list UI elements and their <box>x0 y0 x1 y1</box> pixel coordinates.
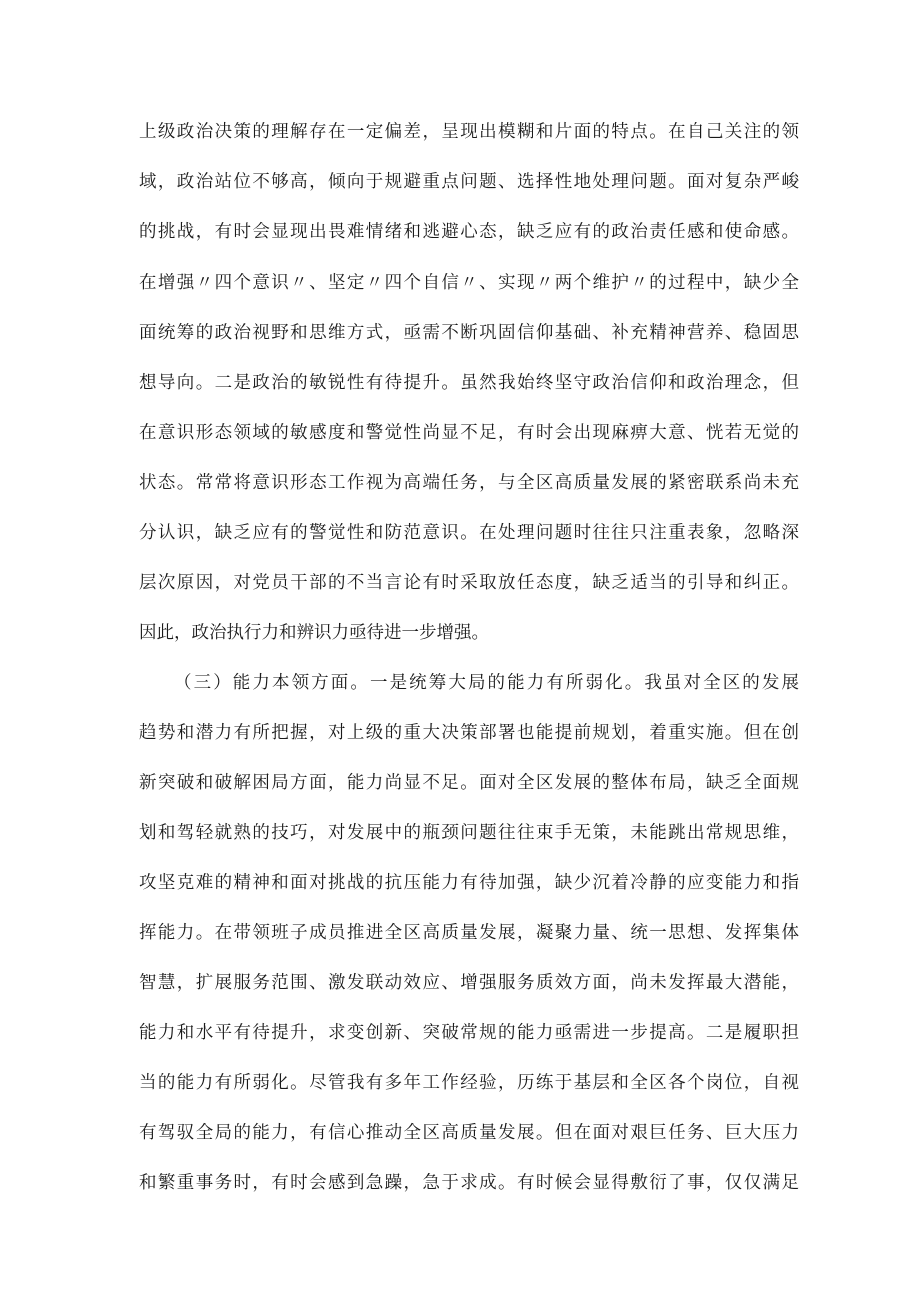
text-line: 状态。常常将意识形态工作视为高端任务，与全区高质量发展的紧密联系尚未充 <box>139 473 799 493</box>
text-line: 层次原因，对党员干部的不当言论有时采取放任态度，缺乏适当的引导和纠正。 <box>139 573 799 593</box>
text-line: 的挑战，有时会显现出畏难情绪和逃避心态，缺乏应有的政治责任感和使命感。 <box>139 222 799 242</box>
text-line: 攻坚克难的精神和面对挑战的抗压能力有待加强，缺少沉着冷静的应变能力和指 <box>139 873 799 893</box>
text-line: 趋势和潜力有所把握，对上级的重大决策部署也能提前规划，着重实施。但在创 <box>139 723 799 743</box>
text-line: 因此，政治执行力和辨识力亟待进一步增强。 <box>139 623 489 643</box>
text-line: 上级政治决策的理解存在一定偏差，呈现出模糊和片面的特点。在自己关注的领 <box>139 122 799 142</box>
text-line: 想导向。二是政治的敏锐性有待提升。虽然我始终坚守政治信仰和政治理念，但 <box>139 373 799 393</box>
text-line: 能力和水平有待提升，求变创新、突破常规的能力亟需进一步提高。二是履职担 <box>139 1023 799 1043</box>
text-line: 域，政治站位不够高，倾向于规避重点问题、选择性地处理问题。面对复杂严峻 <box>139 172 799 192</box>
text-line: 当的能力有所弱化。尽管我有多年工作经验，历练于基层和全区各个岗位，自视 <box>139 1073 799 1093</box>
text-line: 划和驾轻就熟的技巧，对发展中的瓶颈问题往往束手无策，未能跳出常规思维， <box>139 823 799 843</box>
text-line: 分认识，缺乏应有的警觉性和防范意识。在处理问题时往往只注重表象，忽略深 <box>139 523 799 543</box>
text-line: 面统筹的政治视野和思维方式，亟需不断巩固信仰基础、补充精神营养、稳固思 <box>139 323 799 343</box>
text-line: 新突破和破解困局方面，能力尚显不足。面对全区发展的整体布局，缺乏全面规 <box>139 773 799 793</box>
text-line: 和繁重事务时，有时会感到急躁，急于求成。有时候会显得敷衍了事，仅仅满足 <box>139 1173 799 1193</box>
text-line: 挥能力。在带领班子成员推进全区高质量发展，凝聚力量、统一思想、发挥集体 <box>139 923 799 943</box>
text-line: 智慧，扩展服务范围、激发联动效应、增强服务质效方面，尚未发挥最大潜能， <box>139 973 799 993</box>
text-line: 有驾驭全局的能力，有信心推动全区高质量发展。但在面对艰巨任务、巨大压力 <box>139 1123 799 1143</box>
text-line: 在增强〃四个意识〃、坚定〃四个自信〃、实现〃两个维护〃的过程中，缺少全 <box>139 273 799 293</box>
text-line: 在意识形态领域的敏感度和警觉性尚显不足，有时会出现麻痹大意、恍若无觉的 <box>139 423 799 443</box>
paragraph-heading-line: （三）能力本领方面。一是统筹大局的能力有所弱化。我虽对全区的发展 <box>174 673 799 693</box>
